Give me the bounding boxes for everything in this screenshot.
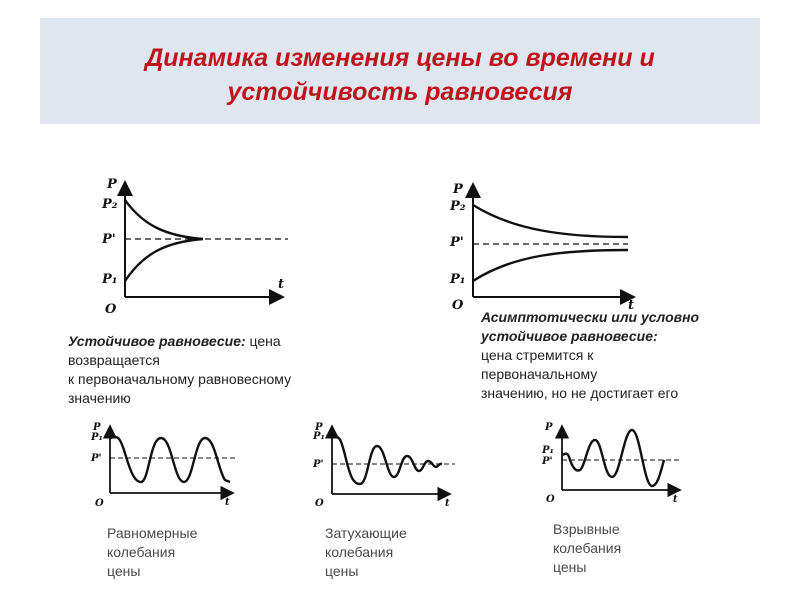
label-t: t [445, 498, 450, 509]
asymptotic-description-line-5: значению, но не достигает его [481, 385, 679, 401]
label-p1: P₁ [542, 445, 554, 456]
label-t: t [225, 497, 230, 508]
asymptotic-description-lead-1: Асимптотически или условно [481, 309, 700, 325]
caption-line-1: Затухающие [325, 525, 407, 541]
asymptotic-equilibrium-graph [443, 175, 653, 315]
caption-line-1: Равномерные [107, 525, 198, 541]
stable-description-line-4: значению [68, 390, 131, 406]
asymptotic-description-line-3: цена стремится к [481, 347, 594, 363]
asymptotic-equilibrium-description [481, 308, 699, 403]
asymptotic-description-line-4: первоначальному [481, 366, 598, 382]
label-p: P [107, 177, 117, 192]
explosive-oscillations-graph [540, 420, 700, 512]
damped-oscillations-caption [325, 524, 407, 581]
price-curve-lower [125, 239, 203, 281]
price-curve-upper [473, 205, 628, 237]
label-t: t [673, 494, 678, 505]
stable-description-rest: цена [245, 333, 281, 349]
label-peq: P' [102, 232, 116, 247]
label-p: P [93, 422, 101, 433]
price-curve [332, 437, 442, 484]
label-origin: O [95, 498, 104, 509]
caption-line-2: колебания [553, 540, 622, 556]
label-peq: P' [313, 459, 324, 470]
label-t: t [278, 277, 285, 292]
asymptotic-description-lead-2: устойчивое равновесие: [481, 328, 658, 344]
caption-line-1: Взрывные [553, 521, 620, 537]
stable-description-lead: Устойчивое равновесие: [68, 333, 246, 349]
label-p2: P₂ [450, 199, 466, 214]
label-origin: O [452, 298, 464, 313]
price-curve-upper [125, 200, 203, 239]
title-band [40, 18, 760, 124]
explosive-oscillations-caption [553, 520, 621, 577]
label-peq: P' [450, 235, 464, 250]
caption-line-3: цены [325, 563, 359, 579]
caption-line-3: цены [553, 559, 587, 575]
caption-line-3: цены [107, 563, 141, 579]
label-origin: O [315, 498, 324, 509]
label-t: t [628, 298, 635, 313]
stable-equilibrium-description [68, 332, 291, 408]
price-curve-lower [473, 250, 628, 281]
page-title-line-1: Динамика изменения цены во времени и [145, 44, 655, 72]
label-origin: O [546, 494, 555, 505]
damped-oscillations-graph [310, 420, 470, 512]
label-origin: O [105, 302, 117, 317]
price-curve [562, 430, 664, 486]
caption-line-2: колебания [107, 544, 176, 560]
stable-description-line-2: возвращается [68, 352, 160, 368]
label-p1: P₁ [91, 432, 103, 443]
caption-line-2: колебания [325, 544, 394, 560]
label-p: P [453, 182, 463, 197]
label-p1: P₁ [450, 272, 466, 287]
label-peq: P' [91, 453, 102, 464]
label-peq: P' [542, 456, 553, 467]
label-p2: P₂ [102, 197, 118, 212]
label-p1: P₁ [313, 431, 325, 442]
label-p1: P₁ [102, 272, 118, 287]
uniform-oscillations-caption [107, 524, 197, 581]
stable-description-line-3: к первоначальному равновесному [68, 371, 292, 387]
uniform-oscillations-graph [88, 420, 248, 512]
label-p: P [545, 422, 553, 433]
price-curve [110, 437, 230, 482]
label-p: P [315, 422, 323, 433]
stable-equilibrium-graph [95, 170, 305, 320]
page-title-line-2: устойчивость равновесия [227, 78, 573, 106]
